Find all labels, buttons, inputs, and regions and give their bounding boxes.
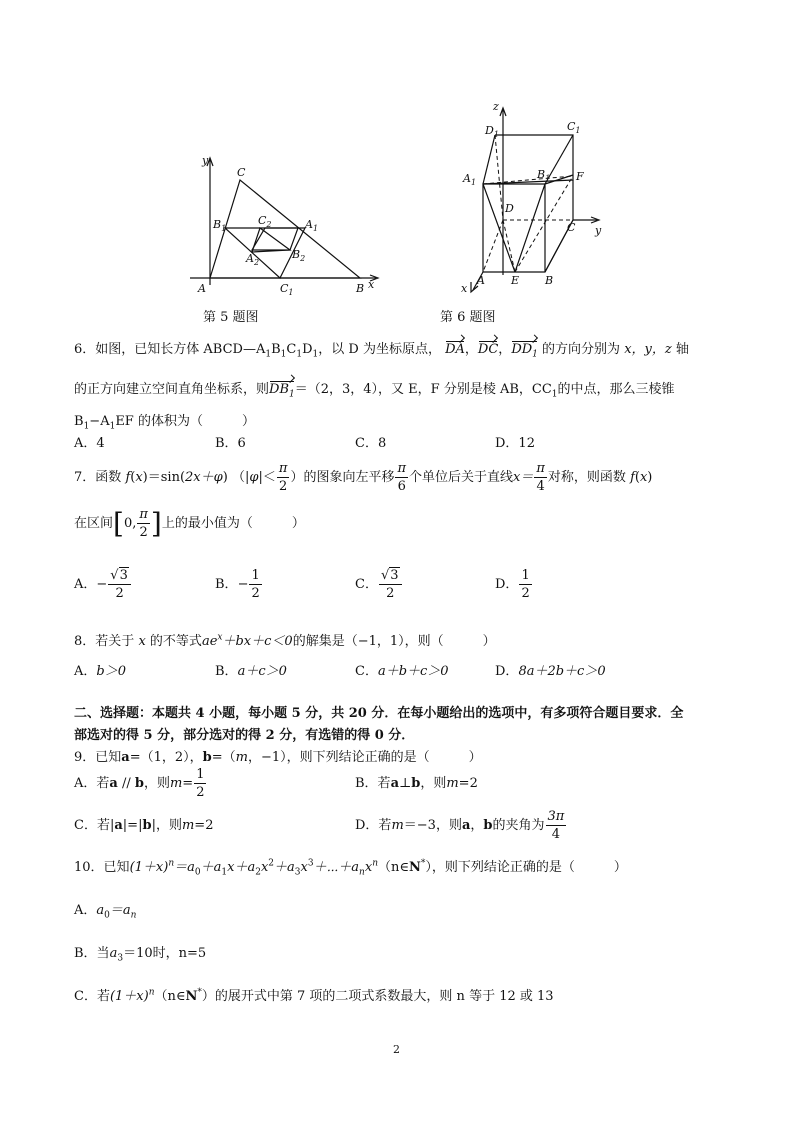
fig5-label-B2: $B_2$ — [292, 248, 306, 263]
fig5-label-C1: $C_1$ — [280, 282, 294, 297]
fig5-label-A2: $A_2$ — [246, 252, 260, 267]
q6-line2: 的正方向建立空间直角坐标系，则$DB_1=(2$，3，4），又 E，F 分别是棱 AB，$CC_1$的中点，那么三棱锥 — [74, 382, 675, 400]
q8-option-A[interactable]: A．b＞0 — [74, 664, 126, 679]
q7-option-D[interactable]: D． $\frac{1}{2}$ — [495, 568, 530, 601]
fig5-label-A: A — [198, 282, 206, 295]
q8-option-B[interactable]: B．a＋c＞0 — [215, 664, 287, 679]
fig6-label-B: B — [545, 274, 554, 287]
q7-option-B[interactable]: B．− $\frac{1}{2}$ — [215, 568, 260, 601]
q6-line3: $B_1-A_1EF$ 的体积为（ ） — [74, 414, 255, 432]
fig5-label-C2: $C_2$ — [258, 214, 272, 229]
q7-option-C[interactable]: C． $\frac{√3}{2}$ — [355, 565, 403, 605]
q10-option-C[interactable]: C．若$(1+x)^n(n\in N^*)$的展开式中第 7 项的二项式系数最大，则 n 等于 12 或 13 — [74, 987, 554, 1004]
figure-5 — [180, 150, 380, 300]
fig6-label-z: z — [493, 100, 499, 113]
q6-option-D[interactable]: D．12 — [495, 436, 535, 451]
fig6-label-C: C — [567, 221, 576, 234]
fig6-label-B1: $B_1$ — [537, 168, 551, 183]
fig6-label-D: D — [505, 202, 514, 215]
fig6-label-A: A — [477, 274, 485, 287]
q6-line1: 6．如图，已知长方体 $ABCD—A_1B_1C_1D_1$，以 D 为坐标原点， DA，DC，$DD_1$ 的方向分别为 x，y，z 轴 — [74, 342, 689, 360]
figure-6 — [455, 100, 615, 300]
q7-line1: 7．函数 f(x)＝sin(2x＋φ) （|φ|＜ $\frac{\pi}{2}$ ）的图象向左平移 $\frac{\pi}{6}$ 个单位后关于直线x＝ $\frac{\pi}{4}$ 对称，则函数 f(x) — [74, 461, 653, 494]
section2-heading-line1: 二、选择题：本题共 4 小题，每小题 5 分，共 20 分．在每小题给出的选项中，有多项符合题目要求．全 — [74, 706, 684, 721]
fig6-label-D1: $D_1$ — [485, 124, 499, 139]
q10-line1: 10．已知$(1+x)^n=a_0+a_1x+a_2x^2+a_3x^3+\cdots+a_nx^n(n\in N^*)$，则下列结论正确的是（ ） — [74, 858, 627, 878]
fig5-label-y: y — [202, 154, 209, 167]
fig6-label-E: E — [511, 274, 520, 287]
fig5-label-B1: $B_1$ — [213, 218, 227, 233]
fig6-label-A1: $A_1$ — [463, 172, 477, 187]
q9-option-C[interactable]: C．若|a|=|b|，则m=2 — [74, 818, 214, 833]
q7-line2: 在区间[0, $\frac{\pi}{2}$ ]上的最小值为（ ） — [74, 506, 305, 540]
section2-heading-line2: 部选对的得 5 分，部分选对的得 2 分，有选错的得 0 分． — [74, 728, 415, 743]
q10-option-A[interactable]: A．$a_0=a_n$ — [74, 903, 137, 921]
q9-option-D[interactable]: D．若m＝−3，则a，b的夹角为 $\frac{3\pi}{4}$ — [355, 809, 565, 842]
q8-option-D[interactable]: D．8a＋2b＋c＞0 — [495, 664, 606, 679]
q9-option-B[interactable]: B．若a⊥b，则m=2 — [355, 776, 478, 791]
q6-option-B[interactable]: B．6 — [215, 436, 246, 451]
page-number: 2 — [393, 1043, 400, 1056]
q9-line1: 9．已知a=（1，2），b=（m，−1），则下列结论正确的是（ ） — [74, 750, 482, 765]
q10-option-B[interactable]: B．当$a_3=10$时，n=5 — [74, 946, 207, 964]
fig5-label-B: B — [356, 282, 365, 295]
q6-option-A[interactable]: A．4 — [74, 436, 105, 451]
fig5-label-x: x — [368, 278, 375, 291]
q6-option-C[interactable]: C．8 — [355, 436, 387, 451]
fig6-label-C1: $C_1$ — [567, 120, 581, 135]
q8-line1: 8．若关于 x 的不等式$ae^x+bx+c<0$的解集是（−1，1），则（ ） — [74, 632, 496, 649]
fig5-caption: 第 5 题图 — [203, 310, 259, 325]
fig5-label-A1: $A_1$ — [305, 218, 319, 233]
fig5-label-C: C — [237, 166, 246, 179]
q8-option-C[interactable]: C．a＋b＋c＞0 — [355, 664, 449, 679]
fig6-caption: 第 6 题图 — [440, 310, 496, 325]
q7-option-A[interactable]: A．− $\frac{√3}{2}$ — [74, 565, 132, 605]
fig6-label-x: x — [461, 282, 468, 295]
fig6-label-y: y — [595, 224, 602, 237]
fig6-label-F: F — [576, 170, 584, 183]
q9-option-A[interactable]: A．若a // b，则m= $\frac{1}{2}$ — [74, 767, 205, 800]
